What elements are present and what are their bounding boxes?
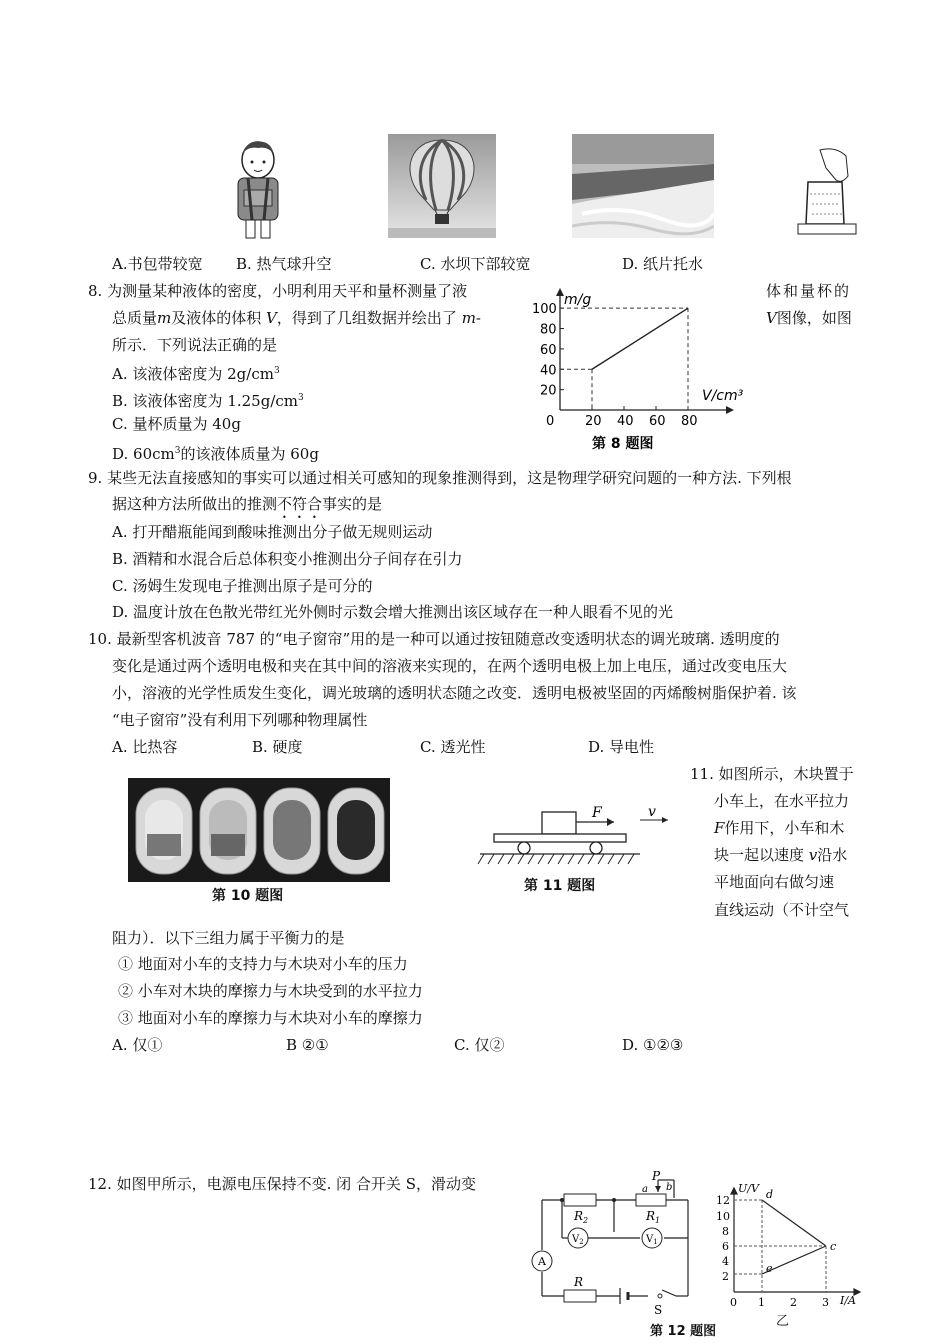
q8-line1a: 8. 为测量某种液体的密度，小明利用天平和量杯测量了液 <box>88 282 468 300</box>
q9-option-b: B. 酒精和水混合后总体积变小推测出分子间存在引力 <box>112 550 463 568</box>
graph-sub-caption: 乙 <box>776 1314 790 1329</box>
q10-caption: 第 10 题图 <box>212 888 284 904</box>
q10-line3: 小，溶液的光学性质发生变化，调光玻璃的透明状态随之改变．透明电极被坚固的丙烯酸树脂保护着. 该 <box>112 684 797 702</box>
graph-xtick-1: 1 <box>758 1296 765 1309</box>
q8-line2: 总质量m及液体的体积 V，得到了几组数据并绘出了 m- <box>112 309 481 327</box>
q8-option-a: A. 该液体密度为 $2g/cm^3$ <box>112 365 280 383</box>
hot-air-balloon-image <box>388 134 496 238</box>
q7-option-d: D. 纸片托水 <box>622 255 704 273</box>
q11-option-d: D. ①②③ <box>622 1036 684 1054</box>
q9-option-a: A. 打开醋瓶能闻到酸味推测出分子做无规则运动 <box>112 523 433 541</box>
q11-option-b: B ②① <box>286 1036 329 1054</box>
q10-line2: 变化是通过两个透明电极和夹在其中间的溶液来实现的，在两个透明电极上加上电压，通过改变电压大 <box>112 657 788 675</box>
chart-x-tick-label: 60 <box>649 414 666 429</box>
chart-ylabel: m/g <box>564 292 592 308</box>
q7-option-c: C. 水坝下部较宽 <box>420 255 531 273</box>
graph-point-c: c <box>830 1240 837 1253</box>
chart-x-tick-label: 20 <box>585 414 602 429</box>
q10-option-d: D. 导电性 <box>588 738 655 756</box>
backpack-boy-image <box>228 138 288 244</box>
label-r1: $R_1$ <box>646 1209 661 1225</box>
dam-image <box>572 134 714 238</box>
graph-xtick-0: 0 <box>730 1296 737 1309</box>
chart-y-tick-label: 80 <box>540 322 557 338</box>
label-b: b <box>666 1182 673 1193</box>
q8-option-d: D. $60cm^3$的该液体质量为 60g <box>112 445 319 463</box>
graph-xtick-2: 2 <box>790 1296 797 1309</box>
electronic-window-image <box>128 778 390 882</box>
label-r: R <box>574 1275 584 1289</box>
chart-caption: 第 8 题图 <box>592 436 654 452</box>
label-a: a <box>642 1184 648 1195</box>
label-r2: $R_2$ <box>574 1209 589 1225</box>
q11-option-c: C. 仅② <box>454 1036 505 1054</box>
voltage-current-graph <box>712 1182 868 1314</box>
q8-option-c: C. 量杯质量为 40g <box>112 415 241 433</box>
graph-ytick-12: 12 <box>716 1194 730 1207</box>
q11-side-6: 直线运动（不计空气 <box>714 901 850 919</box>
q10-line1: 10. 最新型客机波音 787 的“电子窗帘”用的是一种可以通过按钮随意改变透明状态的调光玻璃. 透明度的 <box>88 630 780 648</box>
q9-option-c: C. 汤姆生发现电子推测出原子是可分的 <box>112 577 373 595</box>
chart-x-arrow <box>726 406 734 414</box>
q9-line1: 9. 某些无法直接感知的事实可以通过相关可感知的现象推测得到，这是物理学研究问题的一种方法. 下列根 <box>88 469 792 487</box>
q12-caption: 第 12 题图 <box>650 1324 717 1339</box>
q9-option-d: D. 温度计放在色散光带红光外侧时示数会增大推测出该区域存在一种人眼看不见的光 <box>112 603 674 621</box>
q7-option-b: B. 热气球升空 <box>236 255 332 273</box>
q9-line2: 据这种方法所做出的推测不符合事实的是 <box>112 495 383 513</box>
chart-y-tick-label: 100 <box>532 302 557 318</box>
chart-xlabel: V/cm³ <box>702 388 744 404</box>
graph-ylabel: U/V <box>738 1182 759 1195</box>
chart-x-tick-label: 40 <box>617 414 634 429</box>
paper-holds-water-image <box>796 146 860 240</box>
chart-y-tick-label: 40 <box>540 363 557 379</box>
q8-option-b: B. 该液体密度为 $1.25g/cm^3$ <box>112 392 304 410</box>
chart-y-tick-label: 20 <box>540 383 557 399</box>
chart-x-tick-label: 80 <box>681 414 698 429</box>
label-p: P <box>652 1169 661 1183</box>
label-ammeter: A <box>538 1255 546 1268</box>
graph-point-e: e <box>766 1262 773 1275</box>
velocity-label-v: v <box>648 806 656 820</box>
circuit-diagram <box>524 1168 704 1318</box>
graph-xlabel: I/A <box>840 1294 856 1307</box>
q11-option-a: A. 仅① <box>112 1036 163 1054</box>
force-label-f: F <box>592 806 602 821</box>
q11-item-1: ① 地面对小车的支持力与木块对小车的压力 <box>118 955 408 973</box>
q8-line1b: 体和量杯的 <box>766 282 852 300</box>
chart-y-arrow <box>556 288 564 296</box>
chart-series-line <box>592 308 688 369</box>
label-v1: $V_1$ <box>646 1234 658 1246</box>
graph-ytick-6: 6 <box>722 1240 729 1253</box>
q10-option-b: B. 硬度 <box>252 738 303 756</box>
graph-ytick-4: 4 <box>722 1255 729 1268</box>
q11-item-3: ③ 地面对小车的摩擦力与木块对小车的摩擦力 <box>118 1009 423 1027</box>
q11-side-2: 小车上，在水平拉力 <box>714 792 850 810</box>
q11-caption: 第 11 题图 <box>524 878 596 894</box>
graph-ytick-2: 2 <box>722 1270 729 1283</box>
q11-side-1: 11. 如图所示，木块置于 <box>690 765 854 783</box>
chart-y-tick-label: 60 <box>540 342 557 358</box>
graph-xtick-3: 3 <box>822 1296 829 1309</box>
q12-line1: 12. 如图甲所示，电源电压保持不变. 闭 合开关 S，滑动变 <box>88 1175 476 1193</box>
q8-line3: 所示．下列说法正确的是 <box>112 336 278 354</box>
graph-ytick-10: 10 <box>716 1210 730 1223</box>
q7-option-a: A.书包带较宽 <box>112 255 203 273</box>
q11-line-after: 阻力）．以下三组力属于平衡力的是 <box>112 929 345 947</box>
graph-point-d: d <box>766 1188 774 1201</box>
label-v2: $V_2$ <box>572 1234 584 1246</box>
cart-block-diagram <box>474 806 674 874</box>
q11-item-2: ② 小车对木块的摩擦力与木块受到的水平拉力 <box>118 982 423 1000</box>
q10-option-a: A. 比热容 <box>112 738 178 756</box>
q8-line2-right: V图像，如图 <box>766 309 852 327</box>
q10-option-c: C. 透光性 <box>420 738 486 756</box>
graph-ytick-8: 8 <box>722 1225 729 1238</box>
mass-volume-chart <box>530 288 760 458</box>
q11-side-5: 平地面向右做匀速 <box>714 873 835 891</box>
q10-line4: “电子窗帘”没有利用下列哪种物理属性 <box>112 711 368 729</box>
label-s: S <box>654 1303 663 1317</box>
q11-side-3: F作用下，小车和木 <box>714 819 845 837</box>
chart-x-tick-label: 0 <box>546 414 555 429</box>
q11-side-4: 块一起以速度 v沿水 <box>714 846 848 864</box>
